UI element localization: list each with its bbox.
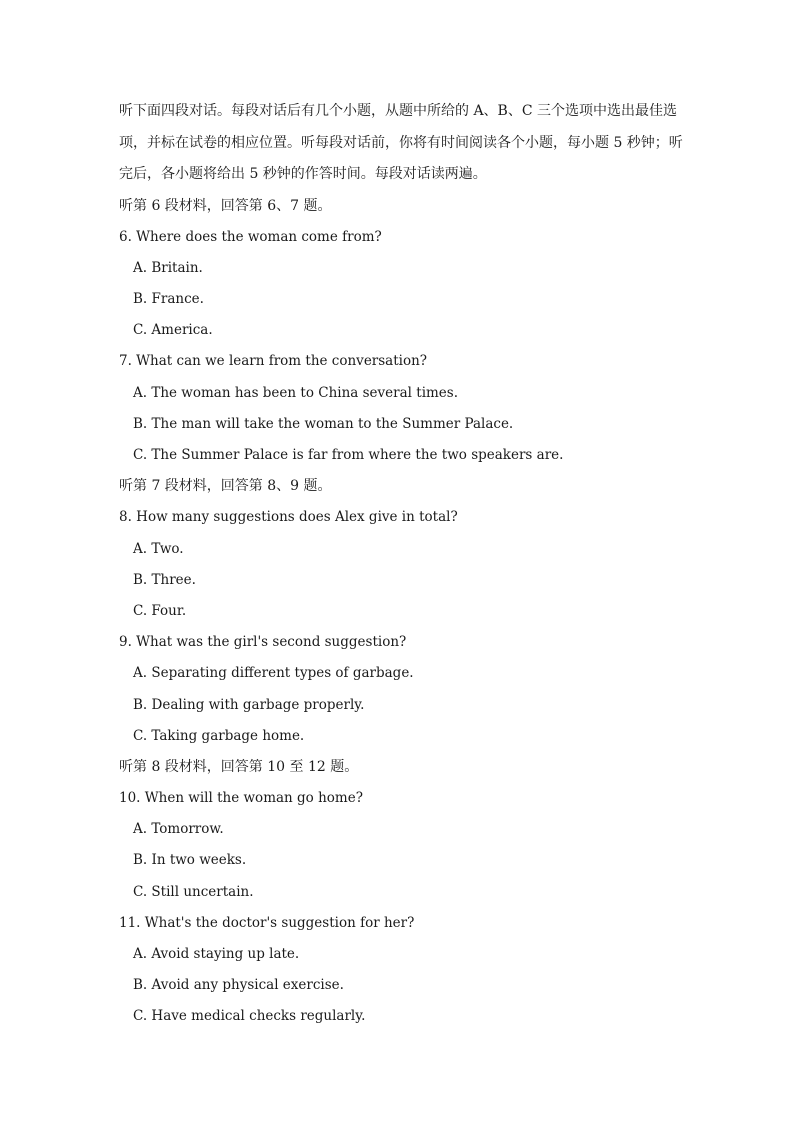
section-7 [119, 471, 694, 752]
question-stem: 7. What can we learn from the conversation? [119, 353, 428, 370]
question-9 [119, 627, 694, 752]
section-6 [119, 191, 694, 472]
question-stem: 8. How many suggestions does Alex give in total? [119, 509, 458, 526]
option-c: C. Taking garbage home. [133, 727, 305, 744]
option-b: B. Avoid any physical exercise. [133, 977, 344, 994]
question-7 [119, 346, 694, 471]
option-b: B. In two weeks. [133, 852, 247, 869]
option-a: A. Britain. [133, 259, 203, 276]
option-c: C. America. [133, 322, 213, 339]
option-c: C. Still uncertain. [133, 883, 254, 900]
question-11 [119, 908, 694, 1033]
question-stem: 11. What's the doctor's suggestion for her? [119, 914, 415, 931]
question-stem: 10. When will the woman go home? [119, 790, 363, 807]
option-a: A. Two. [133, 540, 184, 557]
option-b: B. France. [133, 291, 204, 308]
option-a: A. Separating different types of garbage. [133, 665, 414, 682]
question-stem: 6. Where does the woman come from? [119, 228, 382, 245]
instructions-paragraph: 听下面四段对话。每段对话后有几个小题，从题中所给的 A、B、C 三个选项中选出最佳选 项，并标在试卷的相应位置。听每段对话前，你将有时间阅读各个小题，每小题 5 秒钟；听 完后，各小题将给出 5 秒钟的作答时间。每段对话读两遍。 [119, 103, 683, 182]
section-8 [119, 752, 694, 1033]
option-a: A. The woman has been to China several times. [133, 384, 459, 401]
option-c: C. Four. [133, 602, 187, 619]
option-a: A. Tomorrow. [133, 821, 224, 838]
option-a: A. Avoid staying up late. [133, 946, 300, 962]
section-heading: 听第 6 段材料，回答第 6、7 题。 [119, 197, 332, 214]
option-c: C. Have medical checks regularly. [133, 1008, 366, 1025]
section-heading: 听第 8 段材料，回答第 10 至 12 题。 [119, 758, 359, 775]
question-8 [119, 502, 694, 627]
option-c: C. The Summer Palace is far from where the two speakers are. [133, 447, 564, 463]
question-10 [119, 783, 694, 908]
option-b: B. Three. [133, 571, 196, 588]
section-heading: 听第 7 段材料，回答第 8、9 题。 [119, 478, 332, 495]
question-stem: 9. What was the girl's second suggestion? [119, 634, 407, 651]
option-b: B. Dealing with garbage properly. [133, 696, 365, 713]
option-b: B. The man will take the woman to the Summer Palace. [133, 415, 514, 432]
question-6 [119, 222, 694, 347]
